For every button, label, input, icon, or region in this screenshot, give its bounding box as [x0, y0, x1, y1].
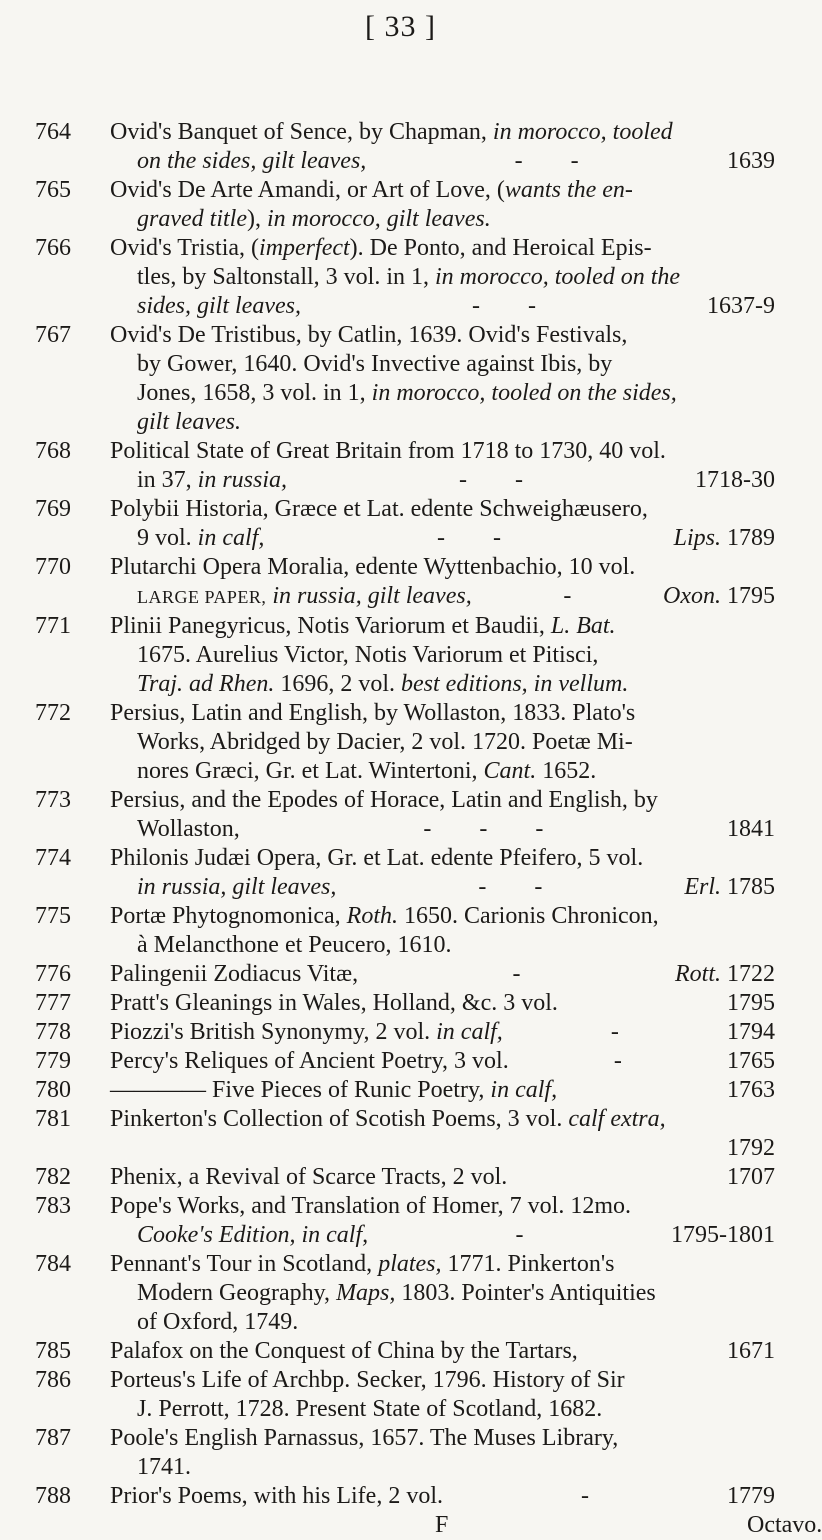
entry-number: 766 [35, 235, 71, 261]
entry-771: 771 Plinii Panegyricus, Notis Variorum et Baudii, L. Bat. 1675. Aurelius Victor, Notis Variorum et Pitisci, Traj. ad Rhen. 1696, 2 vol. best editions, in vellum. [35, 613, 629, 697]
entry-782: 782 Phenix, a Revival of Scarce Tracts, 2 vol. 1707 [35, 1164, 775, 1190]
entry-number: 786 [35, 1367, 71, 1393]
entry-number: 787 [35, 1425, 71, 1451]
entry-785: 785 Palafox on the Conquest of China by the Tartars, 1671 [35, 1338, 775, 1364]
entry-number: 765 [35, 177, 71, 203]
entry-779: 779 Percy's Reliques of Ancient Poetry, 3 vol. - 1765 [35, 1048, 775, 1074]
entry-786: 786 Porteus's Life of Archbp. Secker, 1796. History of Sir J. Perrott, 1728. Present State of Scotland, 1682. [35, 1367, 625, 1422]
entry-number: 767 [35, 322, 71, 348]
entry-773: 773 Persius, and the Epodes of Horace, Latin and English, by Wollaston, - - - 1841 [35, 787, 775, 842]
entry-number: 774 [35, 845, 71, 871]
entry-764: 764 Ovid's Banquet of Sence, by Chapman, in morocco, tooled on the sides, gilt leaves, - - 1639 [35, 119, 775, 174]
entry-768: 768 Political State of Great Britain from 1718 to 1730, 40 vol. in 37, in russia, - - 1718-30 [35, 438, 775, 493]
entry-number: 773 [35, 787, 71, 813]
entry-number: 775 [35, 903, 71, 929]
entry-number: 785 [35, 1338, 71, 1364]
entry-778: 778 Piozzi's British Synonymy, 2 vol. in calf, - 1794 [35, 1019, 775, 1045]
entry-number: 764 [35, 119, 71, 145]
entry-780: 780 ———— Five Pieces of Runic Poetry, in calf, 1763 [35, 1077, 775, 1103]
entry-list [0, 118, 822, 1540]
entry-781: 781 Pinkerton's Collection of Scotish Poems, 3 vol. calf extra, 1792 [35, 1106, 775, 1161]
entry-number: 769 [35, 496, 71, 522]
entry-783: 783 Pope's Works, and Translation of Homer, 7 vol. 12mo. Cooke's Edition, in calf, - 1795-1801 [35, 1193, 775, 1248]
entry-number: 779 [35, 1048, 71, 1074]
entry-777: 777 Pratt's Gleanings in Wales, Holland, &c. 3 vol. 1795 [35, 990, 775, 1016]
entry-number: 777 [35, 990, 71, 1016]
entry-765: 765 Ovid's De Arte Amandi, or Art of Love, (wants the en- graved title), in morocco, gilt leaves. [35, 177, 633, 232]
entry-784: 784 Pennant's Tour in Scotland, plates, 1771. Pinkerton's Modern Geography, Maps, 1803. Pointer's Antiquities of Oxford, 1749. [35, 1251, 656, 1335]
signature-mark: F [435, 1512, 449, 1538]
entry-number: 781 [35, 1106, 71, 1132]
entry-788: 788 Prior's Poems, with his Life, 2 vol. - 1779 F Octavo. [35, 1483, 822, 1538]
entry-number: 784 [35, 1251, 71, 1277]
page-number-header: [ 33 ] [365, 10, 436, 43]
entry-number: 771 [35, 613, 71, 639]
entry-number: 780 [35, 1077, 71, 1103]
entry-767: 767 Ovid's De Tristibus, by Catlin, 1639. Ovid's Festivals, by Gower, 1640. Ovid's Invective against Ibis, by Jones, 1658, 3 vol. in 1, in morocco, tooled on the sides, gilt leaves. [35, 322, 677, 435]
entry-number: 770 [35, 554, 71, 580]
entry-number: 788 [35, 1483, 71, 1509]
entry-number: 772 [35, 700, 71, 726]
entry-number: 778 [35, 1019, 71, 1045]
entry-772: 772 Persius, Latin and English, by Wollaston, 1833. Plato's Works, Abridged by Dacier, 2 vol. 1720. Poetæ Mi- nores Græci, Gr. et Lat. Wintertoni, Cant. 1652. [35, 700, 636, 784]
entry-770: 770 Plutarchi Opera Moralia, edente Wyttenbachio, 10 vol. LARGE PAPER, in russia, gilt leaves, - Oxon. 1795 [35, 554, 775, 609]
entry-787: 787 Poole's English Parnassus, 1657. The Muses Library, 1741. [35, 1425, 619, 1480]
entry-774: 774 Philonis Judæi Opera, Gr. et Lat. edente Pfeifero, 5 vol. in russia, gilt leaves, - - Erl. 1785 [35, 845, 775, 900]
entry-776: 776 Palingenii Zodiacus Vitæ, - Rott. 1722 [35, 961, 775, 987]
catchword: Octavo. [747, 1512, 822, 1538]
page-footer [110, 1511, 822, 1540]
entry-number: 768 [35, 438, 71, 464]
entry-number: 776 [35, 961, 71, 987]
entry-775: 775 Portæ Phytognomonica, Roth. 1650. Carionis Chronicon, à Melancthone et Peucero, 1610. [35, 903, 659, 958]
entry-769: 769 Polybii Historia, Græce et Lat. edente Schweighæusero, 9 vol. in calf, - - Lips. 1789 [35, 496, 775, 551]
entry-766: 766 Ovid's Tristia, (imperfect). De Ponto, and Heroical Epis- tles, by Saltonstall, 3 vol. in 1, in morocco, tooled on the sides, gilt leaves, - - 1637-9 [35, 235, 775, 319]
entry-number: 783 [35, 1193, 71, 1219]
entry-number: 782 [35, 1164, 71, 1190]
